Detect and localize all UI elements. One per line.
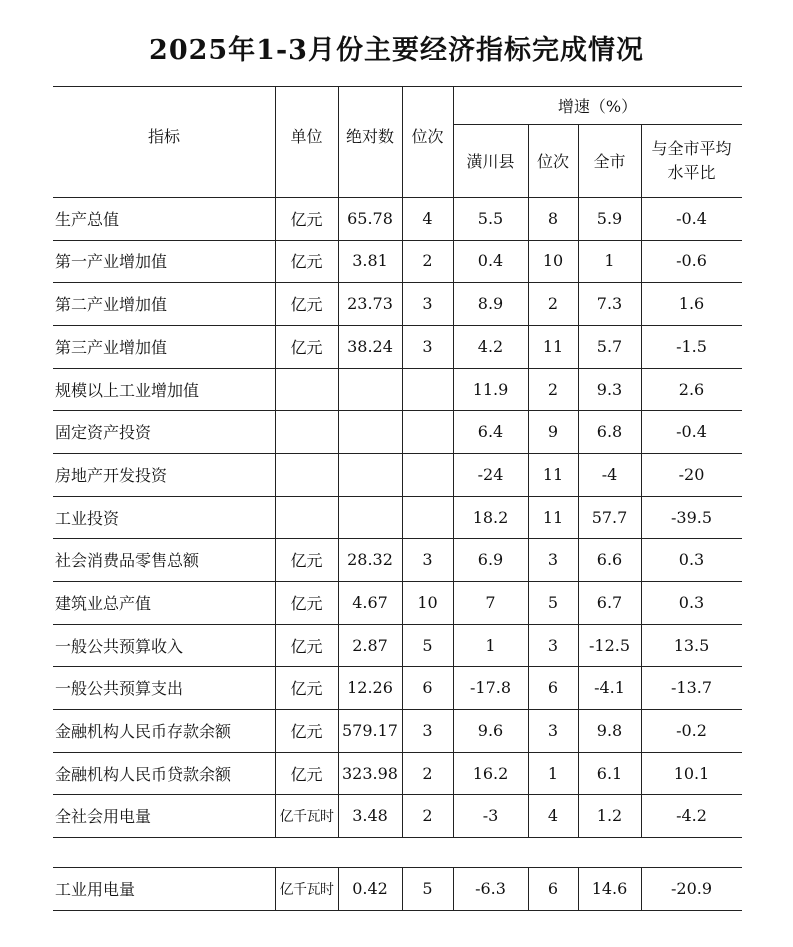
row-county-growth: 9.6 xyxy=(477,720,504,740)
row-unit: 亿元 xyxy=(290,295,323,315)
row-absolute: 12.26 xyxy=(347,678,393,698)
row-absolute: 579.17 xyxy=(342,720,398,740)
row-city-growth: -12.5 xyxy=(588,635,631,655)
row-indicator-name: 第二产业增加值 xyxy=(55,295,168,315)
row-county-growth: 1 xyxy=(485,635,496,655)
row-county-rank: 9 xyxy=(547,422,559,442)
row-city-growth: 6.7 xyxy=(596,592,623,612)
row-absolute: 28.32 xyxy=(347,550,393,570)
row-county-growth: 6.9 xyxy=(477,550,504,570)
row-rank: 3 xyxy=(422,550,433,570)
row-unit xyxy=(275,496,338,539)
row-absolute xyxy=(338,368,402,411)
row-unit: 亿元 xyxy=(290,636,323,656)
row-unit: 亿元 xyxy=(290,593,323,613)
row-absolute: 38.24 xyxy=(347,336,393,356)
row-indicator-name: 生产总值 xyxy=(55,209,120,229)
row-city-growth: 7.3 xyxy=(596,294,623,314)
row-county-rank: 6 xyxy=(547,879,559,898)
row-absolute xyxy=(338,410,402,453)
header-city: 全市 xyxy=(593,152,626,171)
table-rule xyxy=(53,837,742,838)
row-rank: 3 xyxy=(422,294,433,314)
row-county-rank: 4 xyxy=(547,806,559,826)
row-absolute: 4.67 xyxy=(352,592,388,612)
header-indicator: 指标 xyxy=(147,127,180,146)
row-city-growth: -4.1 xyxy=(594,678,625,698)
row-indicator-name: 工业投资 xyxy=(55,508,120,528)
row-indicator-name: 一般公共预算收入 xyxy=(55,636,184,656)
row-county-growth: 8.9 xyxy=(477,294,504,314)
row-county-rank: 2 xyxy=(547,294,559,314)
row-compare: -20 xyxy=(678,464,705,484)
header-county: 潢川县 xyxy=(466,152,515,171)
row-absolute: 3.81 xyxy=(352,251,388,271)
row-rank xyxy=(402,496,453,539)
header-absolute: 绝对数 xyxy=(345,127,394,146)
row-county-rank: 6 xyxy=(547,678,559,698)
row-indicator-name: 规模以上工业增加值 xyxy=(55,380,200,400)
row-rank xyxy=(402,410,453,453)
row-absolute: 65.78 xyxy=(347,208,393,228)
row-indicator-name: 一般公共预算支出 xyxy=(55,679,184,699)
row-city-growth: 9.3 xyxy=(596,379,623,399)
row-compare: -0.4 xyxy=(676,208,707,228)
row-indicator-name: 房地产开发投资 xyxy=(55,465,168,485)
row-county-rank: 3 xyxy=(547,720,559,740)
row-unit xyxy=(275,410,338,453)
row-unit xyxy=(275,453,338,496)
row-unit: 亿元 xyxy=(290,337,323,357)
row-compare: -0.2 xyxy=(676,720,707,740)
row-compare: -0.6 xyxy=(676,251,707,271)
row-city-growth: 6.6 xyxy=(596,550,623,570)
row-indicator-name: 金融机构人民币存款余额 xyxy=(55,721,232,741)
row-county-rank: 1 xyxy=(547,763,559,783)
row-county-growth: -17.8 xyxy=(469,678,512,698)
row-county-rank: 8 xyxy=(547,208,559,228)
row-county-rank: 11 xyxy=(542,336,564,356)
row-city-growth: 9.8 xyxy=(596,720,623,740)
row-indicator-name: 工业用电量 xyxy=(55,880,136,899)
row-county-growth: 11.9 xyxy=(472,379,509,399)
row-rank: 6 xyxy=(422,678,433,698)
row-county-rank: 5 xyxy=(547,592,559,612)
row-unit xyxy=(275,368,338,411)
table-rule xyxy=(53,910,742,911)
row-city-growth: 57.7 xyxy=(591,507,628,527)
row-indicator-name: 全社会用电量 xyxy=(55,807,152,827)
header-compare: 与全市平均水平比 xyxy=(651,138,732,182)
row-compare: -1.5 xyxy=(676,336,707,356)
row-compare: 0.3 xyxy=(678,550,705,570)
row-county-growth: 0.4 xyxy=(477,251,504,271)
row-absolute: 323.98 xyxy=(342,763,398,783)
row-county-growth: 18.2 xyxy=(472,507,509,527)
row-county-rank: 11 xyxy=(542,507,564,527)
row-compare: -20.9 xyxy=(670,879,713,898)
row-rank xyxy=(402,453,453,496)
row-compare: 2.6 xyxy=(678,379,705,399)
row-absolute: 2.87 xyxy=(352,635,388,655)
row-absolute xyxy=(338,496,402,539)
row-county-growth: -24 xyxy=(477,464,504,484)
row-absolute: 3.48 xyxy=(352,806,388,826)
row-county-growth: 6.4 xyxy=(477,422,504,442)
row-rank: 5 xyxy=(422,879,433,898)
row-compare: -0.4 xyxy=(676,422,707,442)
row-unit: 亿元 xyxy=(290,551,323,571)
row-unit: 亿元 xyxy=(290,209,323,229)
row-rank xyxy=(402,368,453,411)
row-unit: 亿元 xyxy=(290,252,323,272)
row-absolute: 23.73 xyxy=(347,294,393,314)
row-county-rank: 11 xyxy=(542,464,564,484)
row-compare: 1.6 xyxy=(678,294,705,314)
row-city-growth: 5.7 xyxy=(596,336,623,356)
row-indicator-name: 社会消费品零售总额 xyxy=(55,551,200,571)
row-city-growth: -4 xyxy=(601,464,618,484)
row-unit: 亿千瓦时 xyxy=(279,881,334,898)
row-rank: 2 xyxy=(422,806,433,826)
header-growth: 增速（%） xyxy=(557,96,638,116)
row-indicator-name: 第三产业增加值 xyxy=(55,337,168,357)
header-county-rank: 位次 xyxy=(536,152,569,171)
row-compare: 0.3 xyxy=(678,592,705,612)
row-city-growth: 1 xyxy=(604,251,615,271)
row-absolute: 0.42 xyxy=(352,879,388,898)
row-county-growth: 7 xyxy=(485,592,496,612)
row-rank: 5 xyxy=(422,635,433,655)
row-city-growth: 14.6 xyxy=(591,879,628,898)
header-rank: 位次 xyxy=(411,127,444,146)
row-rank: 4 xyxy=(422,208,433,228)
row-rank: 2 xyxy=(422,251,433,271)
row-absolute xyxy=(338,453,402,496)
row-county-rank: 3 xyxy=(547,550,559,570)
row-compare: -4.2 xyxy=(676,806,707,826)
row-city-growth: 6.1 xyxy=(596,763,623,783)
row-rank: 3 xyxy=(422,336,433,356)
row-rank: 2 xyxy=(422,763,433,783)
row-unit: 亿元 xyxy=(290,721,323,741)
row-county-rank: 10 xyxy=(542,251,564,271)
row-rank: 3 xyxy=(422,720,433,740)
header-unit: 单位 xyxy=(290,127,323,146)
row-indicator-name: 建筑业总产值 xyxy=(55,593,152,613)
page-title: 2025年1-3月份主要经济指标完成情况 xyxy=(149,35,644,66)
row-county-growth: -3 xyxy=(482,806,499,826)
row-county-growth: -6.3 xyxy=(475,879,506,898)
row-county-growth: 16.2 xyxy=(472,763,509,783)
row-unit: 亿元 xyxy=(290,764,323,784)
row-compare: -39.5 xyxy=(670,507,713,527)
row-county-growth: 4.2 xyxy=(477,336,504,356)
row-county-rank: 3 xyxy=(547,635,559,655)
row-indicator-name: 第一产业增加值 xyxy=(55,252,168,272)
row-indicator-name: 金融机构人民币贷款余额 xyxy=(55,764,232,784)
row-unit: 亿千瓦时 xyxy=(279,808,334,825)
row-unit: 亿元 xyxy=(290,679,323,699)
row-indicator-name: 固定资产投资 xyxy=(55,423,152,443)
row-city-growth: 6.8 xyxy=(596,422,623,442)
row-compare: 13.5 xyxy=(673,635,710,655)
row-county-growth: 5.5 xyxy=(477,208,504,228)
row-city-growth: 5.9 xyxy=(596,208,623,228)
row-city-growth: 1.2 xyxy=(596,806,623,826)
row-compare: 10.1 xyxy=(673,763,710,783)
row-rank: 10 xyxy=(417,592,438,612)
row-compare: -13.7 xyxy=(670,678,713,698)
row-county-rank: 2 xyxy=(547,379,559,399)
